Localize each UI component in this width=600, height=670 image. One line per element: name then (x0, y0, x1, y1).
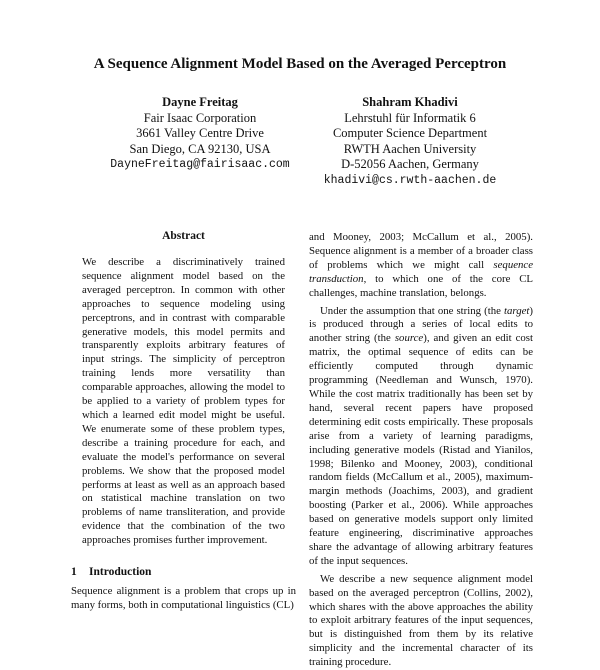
author-address: D-52056 Aachen, Germany (341, 157, 479, 171)
author-address: San Diego, CA 92130, USA (129, 141, 271, 156)
author-name: Dayne Freitag (162, 95, 238, 109)
paper-title: A Sequence Alignment Model Based on the Averaged Perceptron (93, 56, 507, 72)
paragraph-1 (309, 231, 533, 301)
author-university: RWTH Aachen University (343, 141, 477, 156)
left-column (71, 230, 296, 613)
text-span: ) is produced through a series of local edits to another string (the (309, 304, 533, 345)
section-heading-introduction (71, 566, 296, 578)
text-span: and Mooney, 2003; McCallum et al., 2005). Sequence alignment is a member of a broader class of problems which we might call (309, 231, 533, 271)
section-number: 1 (71, 566, 77, 579)
abstract-text: We describe a discriminatively trained sequence alignment model based on the averaged perceptron. In common with other approaches to sequence modeling using perceptrons, and in contrast with comparable generative models, this model permits and transparently exploits arbitrary features of input strings. The simplicity of perceptron training lends more versatility than comparable approaches, allowing the model to be applied to a variety of problem types for which a learned edit model might be useful. We enumerate some of these problem types, describe a training procedure for each, and evaluate the model's performance on several problems. We show that the proposed model performs at least as well as an approach based on statistical machine translation on two problems of name transliteration, and provide evidence that the combination of the two approaches promises further improvement. (82, 256, 285, 547)
author-affiliation: Fair Isaac Corporation (143, 110, 257, 125)
text-span: ), and given an edit cost matrix, the optimal sequence of edits can be efficiently computed through dynamic programming (Needleman and Wunsch, 1970). While the cost matrix traditionally has been set by hand, several recent papers have proposed determining edit costs empirically. These proposals arise from a variety of learning paradigms, including generative models (Ristad and Yianilos, 1998; Bilenko and Mooney, 2003), conditional random fields (McCallum et al., 2005), maximum-margin methods (Joachims, 2003), and gradient boosting (Parker et al., 2006). While approaches based on generative models support only limited feature engineering, discriminative approaches share the advantage of allowing arbitrary features of the input sequences. (309, 332, 534, 567)
author-email: DayneFreitag@fairisaac.com (110, 158, 290, 171)
paragraph-3: We describe a new sequence alignment model based on the averaged perceptron (Collins, 2002), which shares with the above approaches the ability to exploit arbitrary features of the input sequences, but is distinguished from them by its relative simplicity and the incremental character of its training procedure. (309, 572, 533, 669)
emphasis-term: target (504, 304, 530, 317)
abstract-heading: Abstract (162, 230, 205, 242)
text-span: Under the assumption that one string (the (320, 304, 504, 317)
emphasis-term: sequence transduction (309, 258, 533, 285)
author-affiliation: Lehrstuhl für Informatik 6 (344, 110, 476, 125)
section-title: Introduction (89, 566, 152, 579)
author-block-1 (90, 95, 310, 173)
author-department: Computer Science Department (332, 126, 488, 140)
emphasis-term: source (394, 332, 424, 345)
author-block-2 (300, 95, 520, 188)
author-email: khadivi@cs.rwth-aachen.de (323, 173, 497, 187)
introduction-text: Sequence alignment is a problem that crops up in many forms, both in computational linguistics (CL) (71, 585, 296, 611)
author-name: Shahram Khadivi (362, 95, 458, 109)
paragraph-2 (309, 305, 533, 569)
text-span: , to which one of the core CL challenges, machine translation, belongs. (309, 272, 533, 299)
author-address: 3661 Valley Centre Drive (136, 126, 264, 140)
right-column (309, 231, 533, 670)
